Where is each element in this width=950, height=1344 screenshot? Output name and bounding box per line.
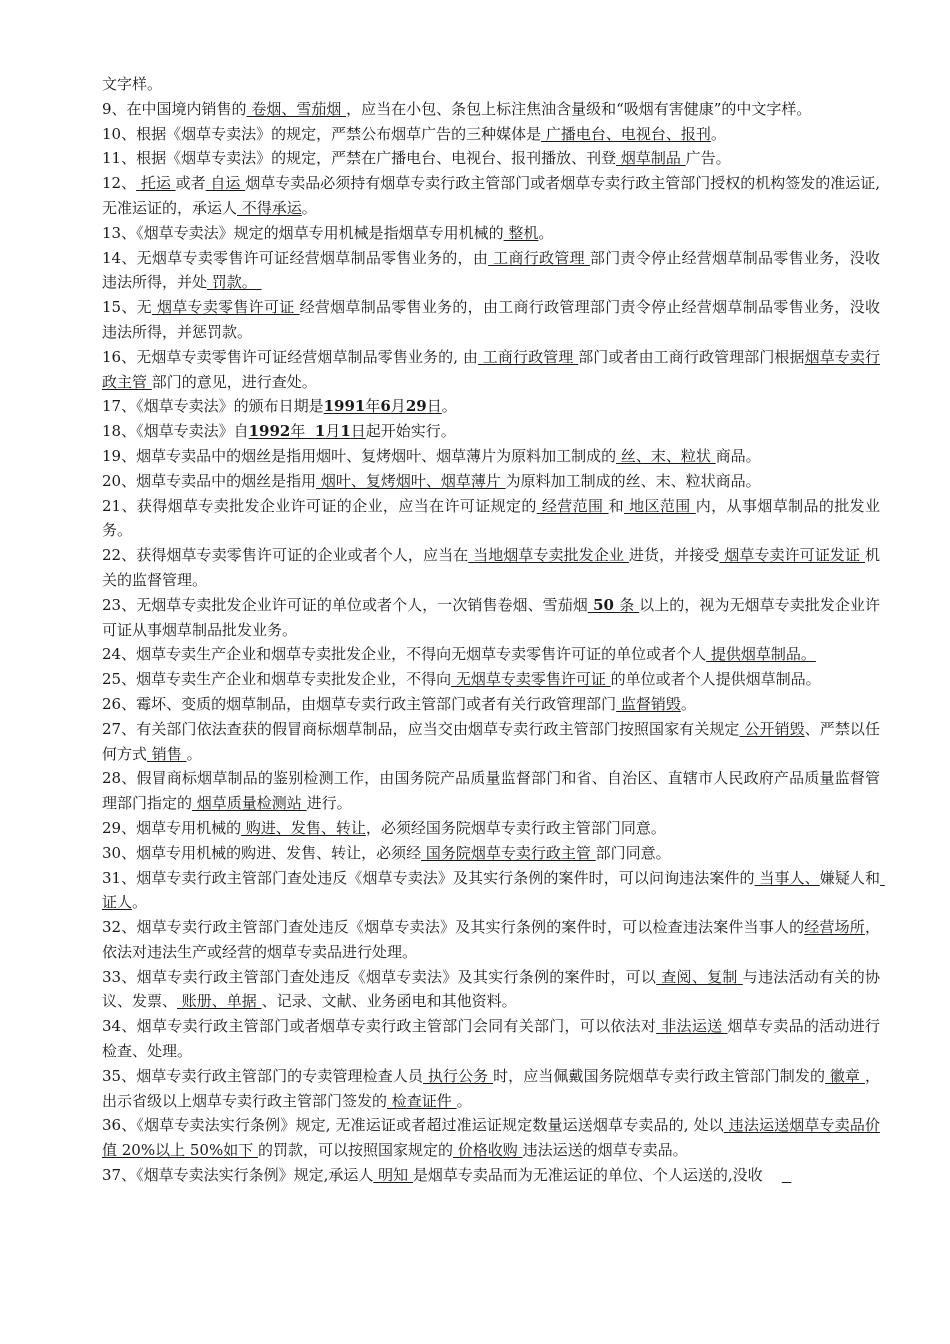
- paragraph-text: 29、烟草专用机械的: [102, 818, 242, 837]
- paragraph-text: 、严禁以任何方式: [102, 719, 880, 763]
- question-paragraph: [102, 816, 880, 841]
- question-paragraph: [102, 642, 880, 667]
- question-paragraph: [102, 1014, 880, 1064]
- answer-blank-text: 29: [405, 397, 427, 416]
- paragraph-text: 37、《烟草专卖法实行条例》规定,承运人: [102, 1166, 374, 1185]
- question-paragraph: [102, 667, 880, 692]
- answer-blank-text: 销售: [147, 744, 187, 763]
- answer-blank-text: 账册、单据: [177, 992, 262, 1011]
- paragraph-text: 或者: [175, 174, 206, 193]
- paragraph-text: 30、烟草专用机械的购进、发售、转让，必须经: [102, 843, 422, 862]
- question-paragraph: [102, 146, 880, 171]
- paragraph-text: 24、烟草专卖生产企业和烟草专卖批发企业，不得向无烟草专卖零售许可证的单位或者个人: [102, 645, 707, 664]
- answer-blank-text: 托运: [136, 174, 176, 193]
- paragraph-text: 部门或者由工商行政管理部门根据: [578, 347, 805, 366]
- paragraph-text: 。: [186, 744, 202, 763]
- answer-blank-text: 卷烟、雪茄烟: [246, 99, 347, 118]
- answer-blank-text: [782, 1166, 792, 1184]
- answer-blank-text: 年: [290, 422, 315, 441]
- answer-blank-text: 工商行政管理: [488, 248, 590, 267]
- paragraph-text: 20、烟草专卖品中的烟丝是指用: [102, 471, 317, 490]
- answer-blank-text: 日: [350, 422, 366, 441]
- answer-blank-text: 1: [340, 422, 351, 441]
- answer-blank-text: 烟草专卖零售许可证: [151, 298, 300, 317]
- answer-blank-text: 明知: [373, 1166, 413, 1185]
- answer-blank-text: 执行公务: [422, 1066, 494, 1085]
- answer-blank-text: 价格收购: [453, 1141, 523, 1160]
- paragraph-text: 17、《烟草专卖法》的颁布日期是: [102, 397, 324, 416]
- question-paragraph: [102, 692, 880, 717]
- paragraph-text: 违法运送的烟草专卖品。: [522, 1141, 688, 1160]
- answer-blank-text: 经营范围: [536, 496, 609, 515]
- answer-blank-text: 不得承运: [237, 198, 302, 217]
- question-paragraph: [102, 543, 880, 593]
- answer-blank-text: 无烟草专卖零售许可证: [451, 670, 611, 689]
- answer-blank-text: 月: [390, 397, 406, 416]
- paragraph-text: 部门责令停止经营烟草制品零售业务，没收违法所得，并处: [102, 248, 880, 292]
- answer-blank-text: 公开销毁: [739, 719, 805, 738]
- paragraph-text: 以上的，视为无烟草专卖批发企业许可证从事烟草制品批发业务。: [102, 595, 880, 639]
- question-paragraph: [102, 444, 880, 469]
- answer-blank-text: 罚款。: [207, 273, 262, 292]
- question-paragraph: [102, 221, 880, 246]
- answer-blank-text: 烟草制品: [616, 149, 686, 168]
- paragraph-text: 文字样。: [102, 75, 163, 93]
- paragraph-text: 内，从事烟草制品的批发业务。: [102, 496, 880, 540]
- question-paragraph: [102, 1113, 880, 1163]
- paragraph-text: 的单位或者个人提供烟草制品。: [610, 670, 821, 689]
- answer-blank-text: 整机: [503, 223, 539, 242]
- paragraph-text: 进行。: [306, 794, 352, 813]
- paragraph-text: 9、在中国境内销售的: [102, 99, 247, 118]
- question-paragraph: [102, 394, 880, 419]
- answer-blank-text: 广播电台、电视台、报刊: [541, 124, 711, 143]
- paragraph-text: 32、烟草专卖行政主管部门查处违反《烟草专卖法》及其实行条例的案件时，可以检查违法案件当事人的: [102, 918, 805, 937]
- paragraph-text: 。: [441, 397, 457, 416]
- answer-blank-text: 1992: [248, 422, 291, 441]
- paragraph-text: ，应当在小包、条包上标注焦油含量级和“吸烟有害健康”的中文字样。: [346, 99, 812, 118]
- paragraph-text: 烟草专卖品的活动进行检查、处理。: [102, 1017, 880, 1061]
- question-paragraph: [102, 717, 880, 767]
- answer-blank-text: 证人: [102, 868, 885, 912]
- answer-blank-text: 购进、发售、转让: [241, 818, 366, 837]
- paragraph-text: 19、烟草专卖品中的烟丝是指用烟叶、复烤烟叶、烟草薄片为原料加工制成的: [102, 446, 617, 465]
- paragraph-text: 35、烟草专卖行政主管部门的专卖管理检查人员: [102, 1066, 423, 1085]
- paragraph-text: 嫌疑人和: [819, 868, 880, 887]
- paragraph-text: 是烟草专卖品而为无准运证的单位、个人运送的,没收: [412, 1166, 782, 1185]
- answer-blank-text: 6: [380, 397, 391, 416]
- question-paragraph: [102, 965, 880, 1015]
- question-paragraph: [102, 246, 880, 296]
- question-paragraph: [102, 1163, 880, 1188]
- paragraph-text: 16、无烟草专卖零售许可证经营烟草制品零售业务的, 由: [102, 347, 478, 366]
- paragraph-text: 时，应当佩戴国务院烟草专卖行政主管部门制发的: [493, 1066, 826, 1085]
- question-paragraph: [102, 469, 880, 494]
- paragraph-text: 12、: [102, 174, 137, 193]
- paragraph-text: 11、根据《烟草专卖法》的规定，严禁在广播电台、电视台、报刊播放、刊登: [102, 149, 617, 168]
- question-paragraph: [102, 866, 885, 916]
- answer-blank-text: 当地烟草专卖批发企业: [468, 546, 629, 565]
- paragraph-text: 33、烟草专卖行政主管部门查处违反《烟草专卖法》及其实行条例的案件时，可以: [102, 967, 657, 986]
- answer-blank-text: 国务院烟草专卖行政主管: [421, 843, 596, 862]
- question-paragraph: [102, 915, 880, 965]
- answer-blank-text: 1: [314, 422, 326, 441]
- answer-blank-text: 查阅、复制: [656, 967, 743, 986]
- answer-blank-text: 徽章: [825, 1066, 865, 1085]
- answer-blank-text: 自运: [205, 174, 246, 193]
- answer-blank-text: 当事人、: [754, 868, 820, 887]
- answer-blank-text: 丝、末、粒状: [616, 446, 716, 465]
- paragraph-text: 的罚款，可以按照国家规定的: [258, 1141, 454, 1160]
- paragraph-text: 。: [132, 893, 148, 912]
- answer-blank-text: 违法运送烟草专卖品价值 20%以上 50%如下: [102, 1116, 880, 1160]
- paragraph-text: 。: [680, 694, 696, 713]
- paragraph-text: 商品。: [715, 446, 761, 465]
- paragraph-text: ，出示省级以上烟草专卖行政主管部门签发的: [102, 1066, 880, 1110]
- paragraph-text: 14、无烟草专卖零售许可证经营烟草制品零售业务的，由: [102, 248, 489, 267]
- question-paragraph: [102, 593, 880, 643]
- answer-blank-text: 烟草质量检测站: [192, 794, 307, 813]
- answer-blank-text: 日: [426, 397, 442, 416]
- answer-blank-text: 提供烟草制品。: [706, 645, 816, 664]
- question-paragraph: [102, 766, 880, 816]
- paragraph-text: 27、有关部门依法查获的假冒商标烟草制品，应当交由烟草专卖行政主管部门按照国家有关规定: [102, 719, 740, 738]
- paragraph-text: 部门同意。: [595, 843, 671, 862]
- answer-blank-text: 烟草专卖许可证发证: [719, 546, 865, 565]
- question-paragraph: [102, 841, 880, 866]
- paragraph-text: 。: [710, 124, 726, 143]
- paragraph-text: 26、霉坏、变质的烟草制品，由烟草专卖行政主管部门或者有关行政管理部门: [102, 694, 617, 713]
- question-paragraph: [102, 1064, 880, 1114]
- answer-blank-text: 非法运送: [656, 1017, 728, 1036]
- paragraph-text: 18、《烟草专卖法》自: [102, 422, 249, 441]
- question-paragraph: [102, 295, 880, 345]
- paragraph-text: 为原料加工制成的丝、末、粒状商品。: [505, 471, 761, 490]
- paragraph-text: 。: [301, 198, 317, 217]
- paragraph-text: 34、烟草专卖行政主管部门或者烟草专卖行政主管部门会同有关部门，可以依法对: [102, 1017, 657, 1036]
- paragraph-text: 31、烟草专卖行政主管部门查处违反《烟草专卖法》及其实行条例的案件时，可以问询违法案件的: [102, 868, 755, 887]
- answer-blank-text: 地区范围: [623, 496, 696, 515]
- question-paragraph: [102, 419, 880, 444]
- question-paragraph: [102, 97, 880, 122]
- paragraph-text: 广告。: [685, 149, 731, 168]
- question-paragraph: [102, 72, 880, 97]
- paragraph-text: 13、《烟草专卖法》规定的烟草专用机械是指烟草专用机械的: [102, 223, 504, 242]
- answer-blank-text: 年: [365, 397, 381, 416]
- answer-blank-text: 经营场所: [804, 918, 865, 937]
- paragraph-text: 28、假冒商标烟草制品的鉴别检测工作，由国务院产品质量监督部门和省、自治区、直辖市人民政府产品质量监督管理部门指定的: [102, 769, 880, 813]
- answer-blank-text: 50: [587, 595, 620, 614]
- paragraph-text: 和: [608, 496, 624, 515]
- paragraph-text: 22、获得烟草专卖零售许可证的企业或者个人，应当在: [102, 546, 469, 565]
- answer-blank-text: 1991: [323, 397, 366, 416]
- paragraph-text: 15、无: [102, 298, 152, 317]
- question-paragraph: [102, 122, 880, 147]
- question-paragraph: [102, 171, 880, 221]
- answer-blank-text: 烟草专卖行政主管: [102, 347, 880, 391]
- paragraph-text: 烟草专卖品必须持有烟草专卖行政主管部门或者烟草专卖行政主管部门授权的机构签发的准运证,无准运证的，承运人: [102, 174, 880, 217]
- answer-blank-text: 烟叶、复烤烟叶、烟草薄片: [316, 471, 506, 490]
- paragraph-text: 、记录、文献、业务函电和其他资料。: [261, 992, 517, 1011]
- paragraph-text: ，依法对违法生产或经营的烟草专卖品进行处理。: [102, 918, 880, 961]
- paragraph-text: 机关的监督管理。: [102, 546, 880, 589]
- answer-blank-text: 监督销毁: [616, 694, 681, 713]
- question-paragraph: [102, 345, 880, 395]
- paragraph-text: 36、《烟草专卖法实行条例》规定, 无准运证或者超过准运证规定数量运送烟草专卖品的, 处以: [102, 1116, 724, 1135]
- answer-blank-text: 条: [619, 595, 640, 614]
- paragraph-text: 25、烟草专卖生产企业和烟草专卖批发企业，不得向: [102, 670, 452, 689]
- paragraph-text: 进货，并接受: [628, 546, 720, 565]
- paragraph-text: 起开始实行。: [365, 422, 456, 441]
- paragraph-text: 10、根据《烟草专卖法》的规定，严禁公布烟草广告的三种媒体是: [102, 124, 542, 143]
- paragraph-text: 与违法活动有关的协议、发票、: [102, 967, 880, 1011]
- answer-blank-text: 月: [325, 422, 341, 441]
- paragraph-text: 23、无烟草专卖批发企业许可证的单位或者个人，一次销售卷烟、雪茄烟: [102, 595, 588, 614]
- paragraph-text: 21、获得烟草专卖批发企业许可证的企业，应当在许可证规定的: [102, 496, 537, 515]
- paragraph-text: ，必须经国务院烟草专卖行政主管部门同意。: [365, 818, 666, 837]
- paragraph-text: 部门的意见，进行查处。: [151, 372, 317, 391]
- paragraph-text: 。: [456, 1091, 472, 1110]
- paragraph-text: 。: [538, 223, 554, 242]
- answer-blank-text: 工商行政管理: [477, 347, 579, 366]
- answer-blank-text: 检查证件: [387, 1091, 457, 1110]
- paragraph-text: 经营烟草制品零售业务的，由工商行政管理部门责令停止经营烟草制品零售业务，没收违法所得，并惩罚款。: [102, 298, 880, 341]
- question-paragraph: [102, 494, 880, 544]
